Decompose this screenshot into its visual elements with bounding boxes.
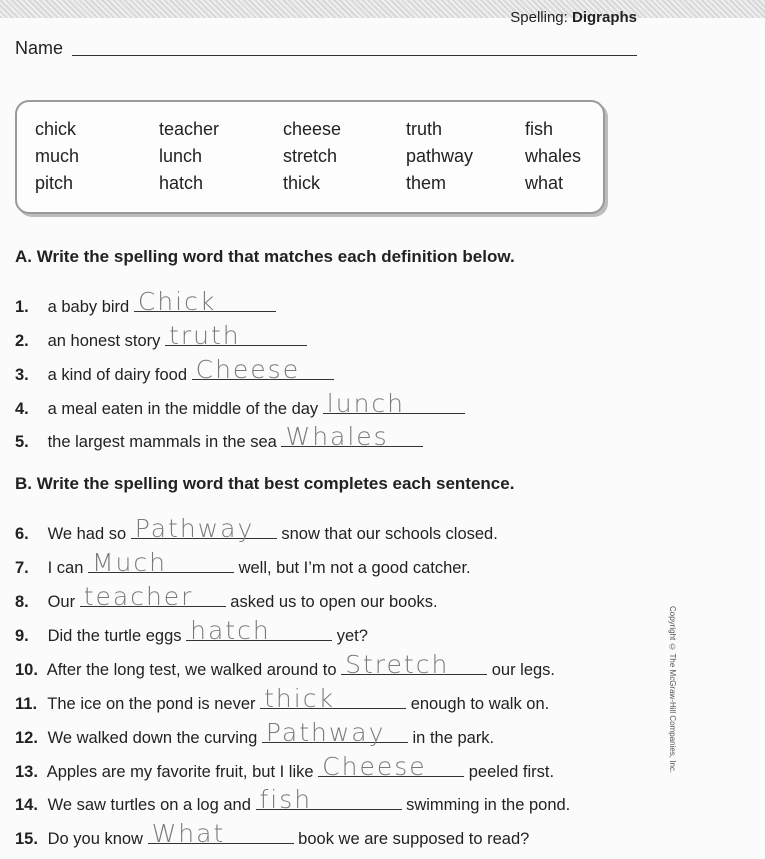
- answer-blank[interactable]: [80, 582, 226, 611]
- handwritten-answer: Cheese: [195, 355, 301, 384]
- word-box-word: pathway: [406, 146, 474, 166]
- answer-blank[interactable]: [260, 684, 406, 713]
- question-item: [15, 548, 471, 578]
- worksheet-header: [510, 9, 637, 26]
- handwritten-answer: Whales: [285, 422, 389, 451]
- question-text: Did the turtle eggs: [47, 627, 182, 645]
- question-text: The ice on the pond is never: [47, 695, 256, 713]
- header-prefix: Spelling:: [510, 9, 572, 26]
- question-number: 11.: [15, 695, 38, 713]
- word-box-word: stretch: [283, 146, 338, 166]
- answer-blank[interactable]: [165, 321, 307, 350]
- question-text: an honest story: [47, 332, 161, 350]
- question-item: [15, 819, 530, 849]
- question-text: After the long test, we walked around to: [46, 661, 337, 679]
- question-text: Do you know: [47, 830, 143, 848]
- question-text-after: enough to walk on.: [410, 695, 550, 713]
- question-text: I can: [47, 559, 84, 577]
- answer-blank[interactable]: [262, 718, 408, 747]
- question-text: Apples are my favorite fruit, but I like: [46, 763, 314, 781]
- word-box-word: chick: [35, 119, 77, 139]
- question-number: 8.: [15, 593, 29, 611]
- answer-blank[interactable]: [281, 422, 423, 451]
- question-text: a baby bird: [47, 298, 130, 316]
- word-box-word: whales: [525, 146, 582, 166]
- question-number: 9.: [15, 627, 29, 645]
- word-box-word: teacher: [159, 119, 220, 139]
- question-text: Our: [47, 593, 76, 611]
- question-text-after: book we are supposed to read?: [298, 830, 530, 848]
- handwritten-answer: Much: [91, 548, 167, 577]
- question-item: [15, 718, 495, 748]
- question-item: [15, 355, 334, 385]
- handwritten-answer: What: [151, 819, 226, 848]
- question-text-after: asked us to open our books.: [230, 593, 438, 611]
- question-text: We had so: [47, 525, 127, 543]
- name-label: Name: [15, 38, 64, 58]
- question-item: [15, 582, 438, 612]
- word-box-word: them: [406, 173, 447, 193]
- question-number: 7.: [15, 559, 29, 577]
- question-item: [15, 785, 571, 815]
- question-number: 13.: [15, 763, 38, 781]
- question-item: [15, 616, 368, 646]
- section-a-title: A. Write the spelling word that matches each definition below.: [15, 247, 515, 266]
- question-item: [15, 321, 307, 351]
- question-number: 4.: [15, 400, 29, 418]
- handwritten-answer: Pathway: [265, 718, 386, 747]
- question-item: [15, 650, 556, 680]
- handwritten-answer: fish: [259, 785, 313, 814]
- question-number: 14.: [15, 796, 38, 814]
- handwritten-answer: Cheese: [322, 752, 427, 781]
- question-number: 1.: [15, 298, 29, 316]
- question-text-after: snow that our schools closed.: [281, 525, 498, 543]
- question-item: [15, 422, 423, 452]
- question-item: [15, 684, 550, 714]
- handwritten-answer: Chick: [137, 287, 217, 316]
- question-item: [15, 389, 465, 419]
- word-box-word: truth: [406, 119, 443, 139]
- question-text: the largest mammals in the sea: [47, 433, 277, 451]
- answer-blank[interactable]: [192, 355, 334, 384]
- question-text-after: yet?: [336, 627, 368, 645]
- handwritten-answer: teacher: [83, 582, 194, 611]
- answer-blank[interactable]: [131, 514, 277, 543]
- answer-blank[interactable]: [134, 287, 276, 316]
- question-text-after: well, but I’m not a good catcher.: [238, 559, 471, 577]
- question-text-after: in the park.: [412, 729, 495, 747]
- question-number: 2.: [15, 332, 29, 350]
- answer-blank[interactable]: [88, 548, 234, 577]
- name-field-line[interactable]: [72, 55, 637, 56]
- answer-blank[interactable]: [148, 819, 294, 848]
- header-topic: Digraphs: [571, 9, 637, 26]
- question-item: [15, 514, 498, 544]
- word-box-word: much: [35, 146, 80, 166]
- question-item: [15, 752, 555, 782]
- answer-blank[interactable]: [341, 650, 487, 679]
- question-text-after: our legs.: [491, 661, 556, 679]
- question-text: a kind of dairy food: [47, 366, 188, 384]
- top-texture-band: [0, 0, 765, 18]
- handwritten-answer: lunch: [326, 389, 406, 418]
- question-text-after: peeled first.: [468, 763, 555, 781]
- word-box-word: cheese: [283, 119, 342, 139]
- handwritten-answer: truth: [169, 321, 241, 350]
- word-box-word: pitch: [35, 173, 74, 193]
- question-text: We walked down the curving: [47, 729, 258, 747]
- question-number: 10.: [15, 661, 38, 679]
- question-text: a meal eaten in the middle of the day: [47, 400, 319, 418]
- question-number: 15.: [15, 830, 38, 848]
- word-box-word: thick: [283, 173, 321, 193]
- word-box-word: fish: [525, 119, 554, 139]
- question-number: 3.: [15, 366, 29, 384]
- answer-blank[interactable]: [323, 389, 465, 418]
- word-box-word: what: [525, 173, 564, 193]
- question-number: 6.: [15, 525, 29, 543]
- word-box-word: lunch: [159, 146, 203, 166]
- section-b-title: B. Write the spelling word that best completes each sentence.: [15, 474, 515, 493]
- word-box: [15, 100, 605, 214]
- handwritten-answer: hatch: [190, 616, 271, 645]
- handwritten-answer: thick: [264, 684, 335, 713]
- handwritten-answer: Stretch: [345, 650, 450, 679]
- question-number: 5.: [15, 433, 29, 451]
- answer-blank[interactable]: [318, 752, 464, 781]
- question-number: 12.: [15, 729, 38, 747]
- handwritten-answer: Pathway: [134, 514, 255, 543]
- word-box-word: hatch: [159, 173, 204, 193]
- question-text: We saw turtles on a log and: [47, 796, 251, 814]
- answer-blank[interactable]: [186, 616, 332, 645]
- question-item: [15, 287, 276, 317]
- question-text-after: swimming in the pond.: [406, 796, 571, 814]
- answer-blank[interactable]: [256, 785, 402, 814]
- copyright-notice: Copyright © The McGraw-Hill Companies, Inc.: [668, 606, 677, 774]
